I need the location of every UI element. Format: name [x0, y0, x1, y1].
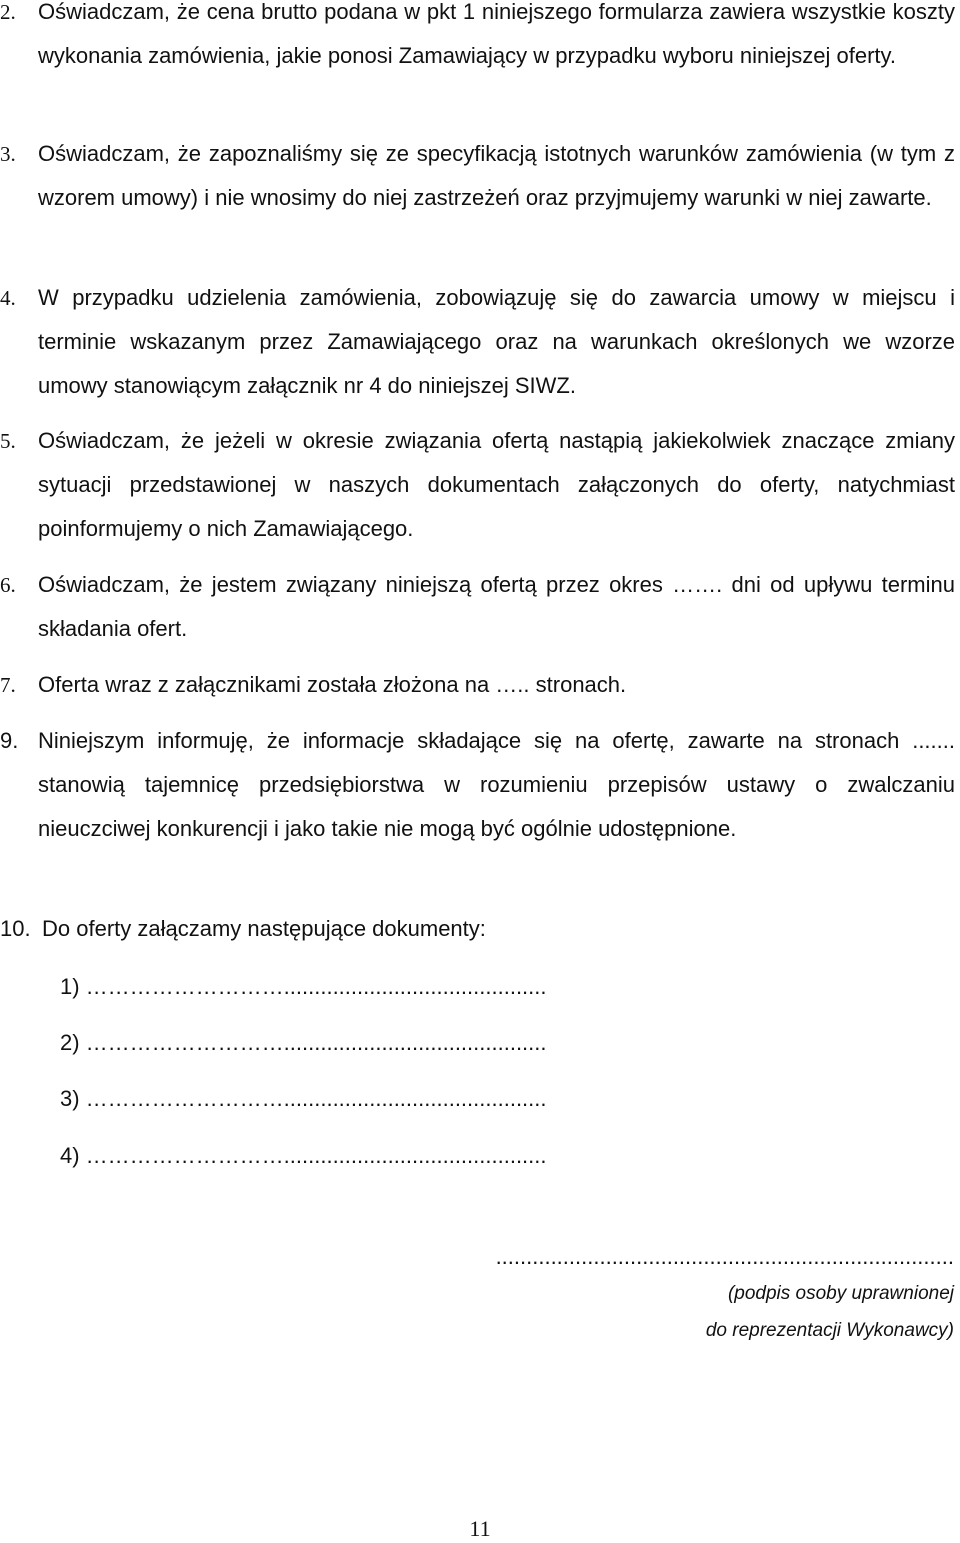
- clause-number: 3.: [0, 142, 16, 166]
- clause-number: 6.: [0, 573, 16, 597]
- signature-caption-line-1: (podpis osoby uprawnionej: [727, 1283, 954, 1304]
- clause-text: Niniejszym informuję, że informacje składające się na ofertę, zawarte na stronach ....... stanowią tajemnicę przedsiębiorstwa w rozumieniu przepisów ustawy o zwalczaniu nieuczciwej konkurencji i jako takie nie mogą być ogólnie udostępnione.: [38, 728, 955, 841]
- clause-text: W przypadku udzielenia zamówienia, zobowiązuję się do zawarcia umowy w miejscu i terminie wskazanym przez Zamawiającego oraz na warunkach określonych we wzorze umowy stanowiącym załącznik nr 4 do niniejszej SIWZ.: [38, 285, 955, 398]
- page-number: 11: [469, 1516, 491, 1541]
- document-list-item-2: 2) ………………………...........................................: [60, 1030, 547, 1055]
- clause-number: 10.: [0, 916, 31, 941]
- clause-number: 2.: [0, 0, 16, 24]
- clause-text: Oświadczam, że zapoznaliśmy się ze specyfikacją istotnych warunków zamówienia (w tym z wzorem umowy) i nie wnosimy do niej zastrzeżeń oraz przyjmujemy warunki w niej zawarte.: [38, 141, 955, 210]
- document-list-item-3: 3) ………………………...........................................: [60, 1086, 547, 1111]
- clause-number: 4.: [0, 286, 16, 310]
- signature-dots: ...........................................................................: [495, 1244, 954, 1269]
- clause-number: 7.: [0, 673, 16, 697]
- clause-text: Oświadczam, że jestem związany niniejszą ofertą przez okres ……. dni od upływu terminu składania ofert.: [38, 572, 955, 641]
- document-list-item-1: 1) ………………………...........................................: [60, 974, 547, 999]
- signature-caption-line-2: do reprezentacji Wykonawcy): [705, 1320, 954, 1341]
- document-list-item-4: 4) ………………………...........................................: [60, 1143, 547, 1168]
- clause-number: 5.: [0, 429, 16, 453]
- clause-text: Oświadczam, że cena brutto podana w pkt 1 niniejszego formularza zawiera wszystkie koszty wykonania zamówienia, jakie ponosi Zamawiający w przypadku wyboru niniejszej oferty.: [38, 0, 955, 68]
- clause-number: 9.: [0, 728, 19, 753]
- clause-text: Do oferty załączamy następujące dokumenty:: [42, 916, 486, 941]
- clause-text: Oferta wraz z załącznikami została złożona na ….. stronach.: [38, 672, 627, 697]
- clause-text: Oświadczam, że jeżeli w okresie związania ofertą nastąpią jakiekolwiek znaczące zmiany sytuacji przedstawionej w naszych dokumentach załączonych do oferty, natychmiast poinformujemy o nich Zamawiającego.: [38, 428, 955, 541]
